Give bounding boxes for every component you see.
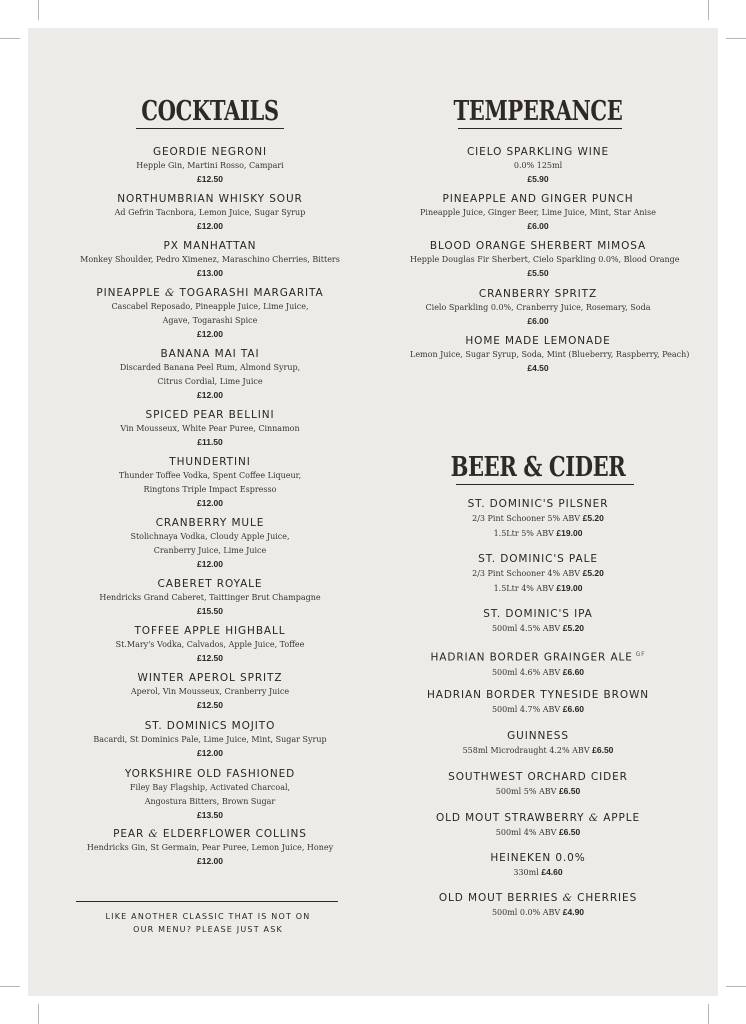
item-name	[410, 812, 666, 825]
item-name	[410, 771, 666, 784]
item-name: PX MANHATTAN	[163, 240, 257, 252]
item-name: BANANA MAI TAI	[160, 348, 260, 360]
cocktail-item	[80, 456, 340, 510]
serving-line	[410, 566, 666, 581]
serving-line	[410, 905, 666, 920]
item-description: Thunder Toffee Vodka, Spent Coffee Liqueur,	[118, 471, 302, 480]
beer-item	[410, 730, 666, 758]
temperance-item	[410, 146, 666, 186]
item-price: £13.50	[197, 810, 223, 820]
item-name: SPICED PEAR BELLINI	[145, 409, 275, 421]
item-name: PINEAPPLE AND GINGER PUNCH	[442, 193, 634, 205]
item-price: £6.00	[527, 221, 549, 231]
item-name-text: ST. DOMINIC'S PALE	[478, 553, 598, 565]
item-price: £5.20	[582, 513, 604, 523]
serving-line	[410, 665, 666, 680]
item-price: £6.50	[592, 745, 614, 755]
serving-line	[410, 702, 666, 717]
item-price: £13.00	[197, 268, 223, 278]
item-description: Cranberry Juice, Lime Juice	[153, 546, 267, 555]
item-name: CIELO SPARKLING WINE	[466, 146, 610, 158]
item-price: £5.90	[527, 174, 549, 184]
item-description: Agave, Togarashi Spice	[162, 316, 258, 325]
cocktail-item	[80, 625, 340, 665]
item-price: £12.00	[197, 390, 223, 400]
beer-item	[410, 892, 666, 920]
beer-item	[410, 771, 666, 799]
serving-size: 558ml Microdraught 4.2% ABV	[462, 746, 590, 755]
item-price: £6.50	[558, 827, 581, 837]
item-description: 0.0% 125ml	[513, 161, 563, 170]
item-price: £4.60	[541, 867, 563, 877]
serving-size: 500ml 4.6% ABV	[491, 667, 561, 677]
item-description: Angostura Bitters, Brown Sugar	[144, 797, 276, 806]
item-price: £6.60	[562, 704, 585, 714]
serving-size: 330ml	[513, 868, 539, 877]
cocktail-item	[80, 193, 340, 233]
item-description: Bacardi, St Dominics Pale, Lime Juice, Mint, Sugar Syrup	[93, 735, 327, 744]
serving-size: 500ml 4.5% ABV	[491, 624, 561, 633]
item-price: £19.00	[556, 583, 583, 593]
cocktail-item	[80, 828, 340, 868]
item-name	[410, 689, 666, 702]
cocktail-item	[80, 348, 340, 402]
beer-item	[410, 553, 666, 596]
item-name: PINEAPPLE & TOGARASHI MARGARITA	[96, 287, 324, 299]
cocktail-item	[80, 672, 340, 712]
item-price: £6.00	[527, 316, 549, 326]
temperance-title-rule	[458, 128, 622, 129]
item-description: Cascabel Reposado, Pineapple Juice, Lime Juice,	[111, 302, 309, 311]
item-price: £12.50	[197, 174, 223, 184]
cocktail-item	[80, 517, 340, 571]
item-description: Ad Gefrin Tacnbora, Lemon Juice, Sugar Syrup	[114, 208, 306, 217]
temperance-item	[410, 335, 690, 375]
cocktail-item	[80, 287, 340, 341]
serving-size: 500ml 5% ABV	[495, 787, 557, 796]
item-description: Stolichnaya Vodka, Cloudy Apple Juice,	[130, 532, 290, 541]
item-name-text: GUINNESS	[507, 730, 569, 742]
item-name-text: HEINEKEN 0.0%	[490, 852, 586, 864]
item-name	[410, 498, 666, 511]
cocktail-item	[80, 720, 340, 760]
item-description: Hendricks Grand Caberet, Taittinger Brut Champagne	[99, 593, 321, 602]
item-description: Discarded Banana Peel Rum, Almond Syrup,	[119, 363, 301, 372]
footer-note-line: OUR MENU? PLEASE JUST ASK	[133, 925, 283, 934]
temperance-item	[410, 193, 666, 233]
item-price: £12.00	[197, 498, 223, 508]
serving-size: 500ml 4.7% ABV	[491, 705, 561, 714]
serving-line	[410, 865, 666, 880]
item-name	[410, 608, 666, 621]
item-name: CABERET ROYALE	[157, 578, 263, 590]
serving-line	[410, 825, 666, 840]
item-description: Citrus Cordial, Lime Juice	[157, 377, 263, 386]
item-price: £12.50	[197, 700, 223, 710]
item-name: YORKSHIRE OLD FASHIONED	[124, 768, 296, 780]
beer-item	[410, 689, 666, 717]
item-name-text: HADRIAN BORDER GRAINGER ALE	[430, 651, 633, 664]
item-description: Hendricks Gin, St Germain, Pear Puree, Lemon Juice, Honey	[86, 843, 334, 852]
menu-sheet	[28, 28, 718, 996]
item-description: Pineapple Juice, Ginger Beer, Lime Juice, Mint, Star Anise	[420, 208, 656, 217]
cocktail-item	[80, 768, 340, 822]
item-name: GEORDIE NEGRONI	[152, 146, 268, 158]
item-price: £19.00	[556, 528, 583, 538]
item-name: CRANBERRY SPRITZ	[478, 288, 598, 300]
footer-note-line: LIKE ANOTHER CLASSIC THAT IS NOT ON	[105, 912, 311, 921]
item-description: Hepple Douglas Fir Sherbert, Cielo Sparkling 0.0%, Blood Orange	[410, 255, 680, 264]
item-price: £4.90	[562, 907, 585, 917]
serving-line	[410, 621, 666, 636]
item-name-text: OLD MOUT STRAWBERRY & APPLE	[435, 812, 641, 824]
footer-note	[80, 910, 336, 936]
item-name	[410, 553, 666, 566]
serving-line	[410, 743, 666, 758]
item-description: Ringtons Triple Impact Espresso	[143, 485, 277, 494]
item-description: St.Mary's Vodka, Calvados, Apple Juice, Toffee	[115, 640, 305, 649]
item-name-text: ST. DOMINIC'S IPA	[483, 608, 593, 620]
item-price: £12.00	[197, 748, 223, 758]
item-description: Cielo Sparkling 0.0%, Cranberry Juice, Rosemary, Soda	[425, 303, 651, 312]
item-name-text: SOUTHWEST ORCHARD CIDER	[448, 771, 628, 783]
serving-line	[410, 526, 666, 541]
item-price: £12.00	[197, 559, 223, 569]
item-price: £4.50	[527, 363, 549, 373]
temperance-item	[410, 288, 666, 328]
serving-size: 1.5Ltr 4% ABV	[493, 584, 554, 593]
cocktails-title: COCKTAILS	[141, 96, 279, 127]
item-price: £5.20	[582, 568, 604, 578]
beer-item	[410, 498, 666, 541]
item-price: £12.50	[197, 653, 223, 663]
item-name: NORTHUMBRIAN WHISKY SOUR	[117, 193, 303, 205]
serving-size: 2/3 Pint Schooner 5% ABV	[472, 514, 581, 523]
item-name: PEAR & ELDERFLOWER COLLINS	[113, 828, 307, 840]
serving-line	[410, 784, 666, 799]
item-name: WINTER APEROL SPRITZ	[137, 672, 283, 684]
cocktail-item	[80, 578, 340, 618]
item-name: BLOOD ORANGE SHERBERT MIMOSA	[429, 240, 647, 252]
temperance-title: TEMPERANCE	[453, 96, 623, 127]
beer-item	[410, 648, 666, 680]
serving-size: 500ml 0.0% ABV	[491, 908, 561, 917]
item-description: Aperol, Vin Mousseux, Cranberry Juice	[130, 687, 290, 696]
item-price: £12.00	[197, 221, 223, 231]
item-price: £12.00	[197, 856, 223, 866]
item-name	[410, 648, 666, 665]
gluten-free-tag: GF	[632, 651, 646, 658]
item-price: £6.60	[562, 666, 585, 677]
item-name: CRANBERRY MULE	[155, 517, 265, 529]
item-description: Monkey Shoulder, Pedro Ximenez, Maraschino Cherries, Bitters	[80, 255, 340, 264]
item-price: £11.50	[197, 437, 223, 447]
item-name-text: HADRIAN BORDER TYNESIDE BROWN	[426, 689, 650, 701]
beer-cider-title-rule	[456, 484, 634, 485]
item-price: £15.50	[197, 606, 223, 616]
item-name	[410, 730, 666, 743]
beer-item	[410, 852, 666, 880]
footer-divider	[76, 901, 338, 902]
item-name-text: ST. DOMINIC'S PILSNER	[467, 498, 609, 510]
serving-line	[410, 581, 666, 596]
cocktail-item	[80, 146, 340, 186]
item-description: Vin Mousseux, White Pear Puree, Cinnamon	[120, 424, 300, 433]
item-price: £12.00	[197, 329, 223, 339]
beer-cider-title: BEER & CIDER	[450, 452, 626, 483]
serving-line	[410, 511, 666, 526]
beer-item	[410, 812, 666, 840]
item-name-text: OLD MOUT BERRIES & CHERRIES	[438, 892, 638, 904]
cocktail-item	[80, 409, 340, 449]
item-name: THUNDERTINI	[169, 456, 251, 468]
cocktails-title-rule	[136, 128, 284, 129]
item-name: HOME MADE LEMONADE	[465, 335, 611, 347]
item-name	[410, 852, 666, 865]
serving-size: 1.5Ltr 5% ABV	[493, 529, 554, 538]
item-description: Lemon Juice, Sugar Syrup, Soda, Mint (Blueberry, Raspberry, Peach)	[410, 350, 690, 359]
beer-item	[410, 608, 666, 636]
item-price: £6.50	[558, 786, 581, 796]
temperance-item	[410, 240, 680, 280]
item-name: ST. DOMINICS MOJITO	[144, 720, 276, 732]
serving-size: 500ml 4% ABV	[495, 828, 557, 837]
item-name	[410, 892, 666, 905]
cocktail-item	[80, 240, 340, 280]
serving-size: 2/3 Pint Schooner 4% ABV	[472, 569, 581, 578]
item-price: £5.20	[562, 623, 585, 633]
item-name: TOFFEE APPLE HIGHBALL	[134, 625, 286, 637]
item-description: Filey Bay Flagship, Activated Charcoal,	[129, 783, 291, 792]
item-price: £5.50	[527, 268, 549, 278]
item-description: Hepple Gin, Martini Rosso, Campari	[136, 161, 284, 170]
